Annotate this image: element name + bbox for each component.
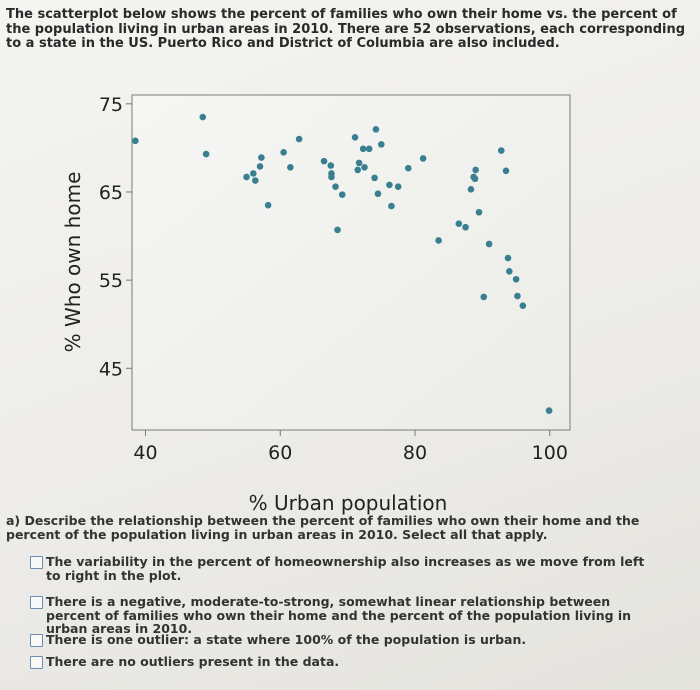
data-point xyxy=(360,145,367,152)
plot-area xyxy=(132,95,570,430)
data-point xyxy=(199,114,206,121)
data-point xyxy=(328,174,335,181)
data-point xyxy=(321,158,328,165)
data-point xyxy=(250,170,257,177)
data-point xyxy=(456,220,463,227)
data-point xyxy=(435,237,442,244)
data-point xyxy=(354,167,361,174)
option-checkbox[interactable] xyxy=(30,596,43,609)
data-point xyxy=(386,182,393,189)
data-point xyxy=(468,186,475,193)
data-point xyxy=(514,293,521,300)
data-point xyxy=(361,164,368,171)
data-point xyxy=(503,168,510,175)
option-label: There are no outliers present in the data. xyxy=(46,654,340,669)
option-label: The variability in the percent of homeownership also increases as we move from left to right in the plot. xyxy=(46,554,645,583)
data-point xyxy=(480,294,487,301)
x-tick-label: 100 xyxy=(531,442,568,464)
option-checkbox[interactable] xyxy=(30,656,43,669)
intro-text: The scatterplot below shows the percent of families who own their home vs. the percent of the population living in urban areas in 2010. There are 52 observations, each corresponding to a state in the US. Puerto Rico and District of Columbia are also included. xyxy=(6,7,686,51)
data-point xyxy=(486,241,493,248)
y-axis-label: % Who own home xyxy=(61,171,85,353)
data-point xyxy=(520,302,527,309)
data-point xyxy=(257,163,264,170)
y-tick-label: 65 xyxy=(98,181,123,204)
y-tick-label: 55 xyxy=(98,270,123,293)
data-point xyxy=(505,255,512,262)
data-point xyxy=(373,126,380,133)
y-tick-label: 45 xyxy=(98,358,123,381)
data-point xyxy=(546,407,553,414)
data-point xyxy=(339,191,346,198)
data-point xyxy=(332,183,339,190)
data-point xyxy=(395,183,402,190)
option-no-outliers[interactable] xyxy=(30,655,660,669)
data-point xyxy=(280,149,287,156)
data-point xyxy=(252,177,259,184)
data-point xyxy=(462,224,469,231)
data-point xyxy=(327,162,334,169)
data-point xyxy=(356,160,363,167)
option-label: There is a negative, moderate-to-strong, somewhat linear relationship between percent of families who own their home and the percent of the population living in urban areas in 2010. xyxy=(46,594,632,636)
option-label: There is one outlier: a state where 100% of the population is urban. xyxy=(46,632,527,647)
scatter-plot xyxy=(0,90,700,515)
option-checkbox[interactable] xyxy=(30,556,43,569)
data-point xyxy=(375,190,382,197)
data-point xyxy=(132,138,139,145)
data-point xyxy=(352,134,359,141)
data-point xyxy=(334,227,341,234)
data-point xyxy=(506,268,513,275)
option-one-outlier[interactable] xyxy=(30,633,660,647)
data-point xyxy=(498,147,505,154)
option-negative-relationship[interactable] xyxy=(30,595,660,636)
data-point xyxy=(405,165,412,172)
data-point xyxy=(472,175,479,182)
data-point xyxy=(265,202,272,209)
data-point xyxy=(472,167,479,174)
data-point xyxy=(476,209,483,216)
data-point xyxy=(296,136,303,143)
data-point xyxy=(420,155,427,162)
data-point xyxy=(287,164,294,171)
y-tick-label: 75 xyxy=(98,93,123,116)
data-point xyxy=(366,145,373,152)
data-point xyxy=(258,154,265,161)
data-point xyxy=(388,203,395,210)
data-point xyxy=(371,175,378,182)
x-tick-label: 80 xyxy=(402,442,428,464)
x-axis-label: % Urban population xyxy=(248,491,448,515)
x-tick-label: 40 xyxy=(133,442,158,464)
data-point xyxy=(513,276,520,283)
data-point xyxy=(243,174,250,181)
data-point xyxy=(378,141,385,148)
data-point xyxy=(203,151,210,158)
option-checkbox[interactable] xyxy=(30,634,43,647)
x-tick-label: 60 xyxy=(268,442,293,464)
option-variability[interactable] xyxy=(30,555,660,582)
question-text: a) Describe the relationship between the percent of families who own their home and the percent of the population living in urban areas in 2010. Select all that apply. xyxy=(6,513,640,542)
